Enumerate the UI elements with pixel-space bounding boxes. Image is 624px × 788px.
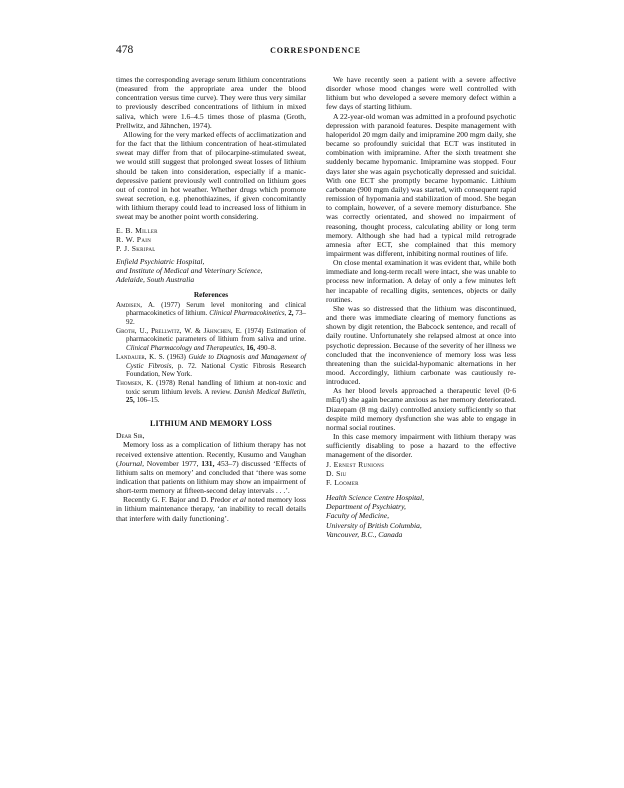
body-paragraph: A 22-year-old woman was admitted in a profound psychotic depression with paranoid features. Despite management with haloperidol 20 mgm daily and imipramine 200 mgm daily, she became so profoundly suicidal that ECT was instituted in combination with imipramine. After the sixth treatment she suddenly became hypomanic. Imipramine was stopped. Four days later she was again psychotically depressed and suicidal. With one ECT she promptly became hypomanic. Lithium carbonate (900 mgm daily) was started, with consequent rapid remission of hypomania and stabilization of mood. She began to complain, however, of a severe memory disturbance. She was correctly orientated, and showed no impairment of reasoning, thought process, calculating ability or long term memory. Although she had had a typical mild retrograde amnesia after ECT, she complained that this memory impairment was different, inhibiting normal routines of life.	[326, 111, 516, 258]
page-header	[116, 44, 515, 58]
section-heading: CORRESPONDENCE	[270, 46, 361, 55]
body-paragraph: As her blood levels approached a therapeutic level (0·6 mEq/l) she again became anxious as her memory deteriorated. Diazepam (8 mg daily) controlled anxiety sufficiently so that despite mild memory dysfunction she was able to engage in normal social routines.	[326, 386, 516, 432]
body-paragraph: On close mental examination it was evident that, while both immediate and long-term recall were intact, she was unable to process new information. A delay of only a few minutes left her incapable of recalling digits, sentences, objects or daily routines.	[326, 258, 516, 304]
left-column	[116, 75, 306, 523]
signatory: F. Loomer	[326, 477, 359, 487]
affiliation-line: Enfield Psychiatric Hospital,	[116, 256, 205, 266]
body-paragraph: Memory loss as a complication of lithium therapy has not received extensive attention. Recently, Kusumo and Vaughan (Journal, November 1977, 131, 453–7) discussed ‘Effects of lithium salts on memory’ and concluded that ‘there was some indication that patients on lithium may show an impairment of short-term memory at fifteen-second delay intervals . . .’.	[116, 440, 306, 496]
affiliation-line: Adelaide, South Australia	[116, 275, 195, 285]
signatory: J. Ernest Runions	[326, 459, 385, 469]
reference-item: Landauer, K. S. (1963) Guide to Diagnosis and Management of Cystic Fibrosis, p. 72. National Cystic Fibrosis Research Foundation, New York.	[116, 352, 307, 379]
affiliation-line: Vancouver, B.C., Canada	[326, 529, 403, 539]
body-paragraph: She was so distressed that the lithium was discontinued, and there was immediate clearing of memory functions as shown by digit retention, the Babcock sentence, and recall of daily routine. Unfortunately she relapsed almost at once into psychotic depression. Because of the severity of her illness we concluded that the inconvenience of memory loss was less threatening than the suicidal-hypomanic alternations in her mood. Accordingly, lithium carbonate was cautiously re-introduced.	[326, 303, 516, 387]
signatory: R. W. Pain	[116, 234, 152, 244]
signatory: D. Siu	[326, 468, 347, 478]
affiliation-line: Department of Psychiatry,	[326, 502, 406, 512]
reference-item: Thomsen, K. (1978) Renal handling of lithium at non-toxic and toxic serum lithium levels. A review. Danish Medical Bulletin, 25, 106–15.	[116, 378, 307, 405]
affiliation-line: and Institute of Medical and Veterinary Science,	[116, 266, 263, 276]
affiliation-line: Faculty of Medicine,	[326, 511, 390, 521]
page-number: 478	[116, 44, 134, 56]
body-paragraph: We have recently seen a patient with a severe affective disorder whose mood changes were well controlled with lithium but who developed a severe memory defect within a few days of starting lithium.	[326, 75, 516, 112]
body-paragraph: times the corresponding average serum lithium concentrations (measured from the appropriate area under the blood concentration versus time curve). They were thus very similar to previously described concentrations of lithium in mixed saliva, which were 1.6–4.5 times those of plasma (Groth, Prellwitz, and Jähnchen, 1974).	[116, 75, 306, 130]
salutation: Dear Sir,	[116, 431, 145, 441]
letter-title: LITHIUM AND MEMORY LOSS	[149, 419, 273, 429]
affiliation-line: University of British Columbia,	[326, 520, 422, 530]
reference-item: Amdisen, A. (1977) Serum level monitoring and clinical pharmacokinetics of lithium. Clinical Pharmacokinetics, 2, 73–92.	[116, 300, 306, 326]
signatory: E. B. Miller	[116, 225, 158, 235]
reference-item: Groth, U., Prellwitz, W. & Jähnchen, E. (1974) Estimation of pharmacokinetic parameters of lithium from saliva and urine. Clinical Pharmacology and Therapeutics, 16, 490–8.	[116, 326, 306, 353]
body-paragraph: In this case memory impairment with lithium therapy was sufficiently disabling to pose a hazard to the effective management of the disorder.	[326, 432, 516, 460]
right-column	[326, 75, 516, 539]
body-paragraph: Allowing for the very marked effects of acclimatization and for the fact that the lithium concentration of heat-stimulated sweat may differ from that of pilocarpine-stimulated sweat, we would still suggest that prolonged sweat losses of lithium should be taken into consideration, especially if a manic-depressive patient previously well controlled on lithium goes out of control in hot weather. Whether drugs which promote sweat secretion, e.g. phenothiazines, if given concomitantly with lithium therapy could lead to increased loss of lithium in sweat may be another point worth considering.	[116, 129, 306, 222]
references-heading: References	[193, 290, 229, 300]
signatory: P. J. Skripal	[116, 243, 156, 253]
body-paragraph: Recently G. F. Bajor and D. Predor et al noted memory loss in lithium maintenance therapy, ‘an inability to recall details that interfere with daily functioning’.	[116, 495, 306, 523]
affiliation-line: Health Science Centre Hospital,	[326, 493, 424, 503]
